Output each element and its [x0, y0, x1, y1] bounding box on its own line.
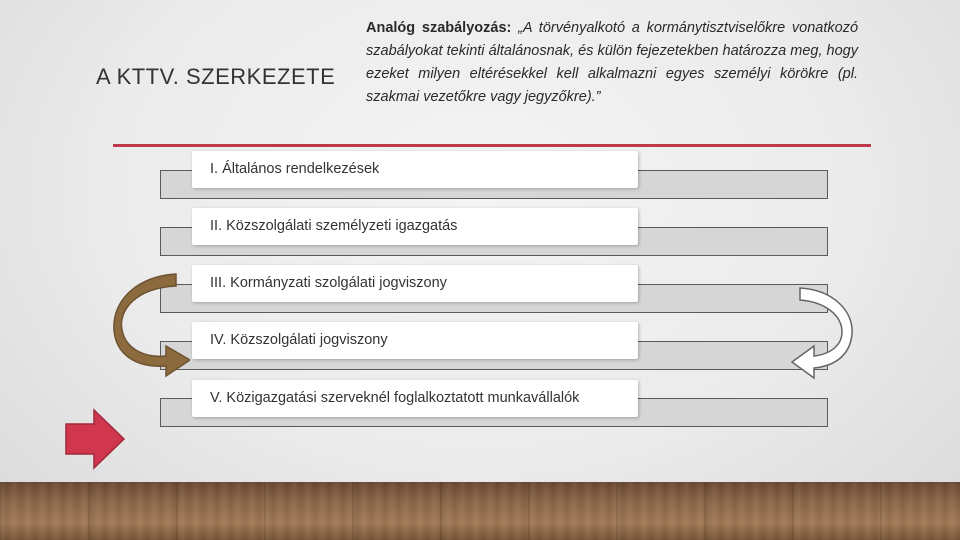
quote-text	[366, 17, 858, 109]
list-item: V. Közigazgatási szerveknél foglalkoztatott munkavállalók	[192, 380, 638, 417]
curved-arrow-left-icon	[110, 270, 190, 380]
list-item: II. Közszolgálati személyzeti igazgatás	[192, 208, 638, 245]
divider-line	[113, 144, 871, 147]
quote-lead: Analóg szabályozás:	[366, 20, 512, 36]
list-item: III. Kormányzati szolgálati jogviszony	[192, 265, 638, 302]
list-item: I. Általános rendelkezések	[192, 151, 638, 188]
slide-title: A KTTV. SZERKEZETE	[96, 64, 336, 89]
quote-body: „A törvényalkotó a kormánytisztviselőkre vonatkozó szabályokat tekinti általánosnak, és külön fejezetekben határozza meg, hogy ezeket milyen eltérésekkel kell alkalmazni egyes személyi körökre (pl. szakmai vezetőkre vagy jegyzőkre).”	[366, 20, 859, 105]
wooden-floor	[0, 482, 960, 540]
curved-arrow-right-icon	[790, 282, 860, 382]
list-item: IV. Közszolgálati jogviszony	[192, 322, 638, 359]
right-arrow-icon	[64, 408, 126, 470]
